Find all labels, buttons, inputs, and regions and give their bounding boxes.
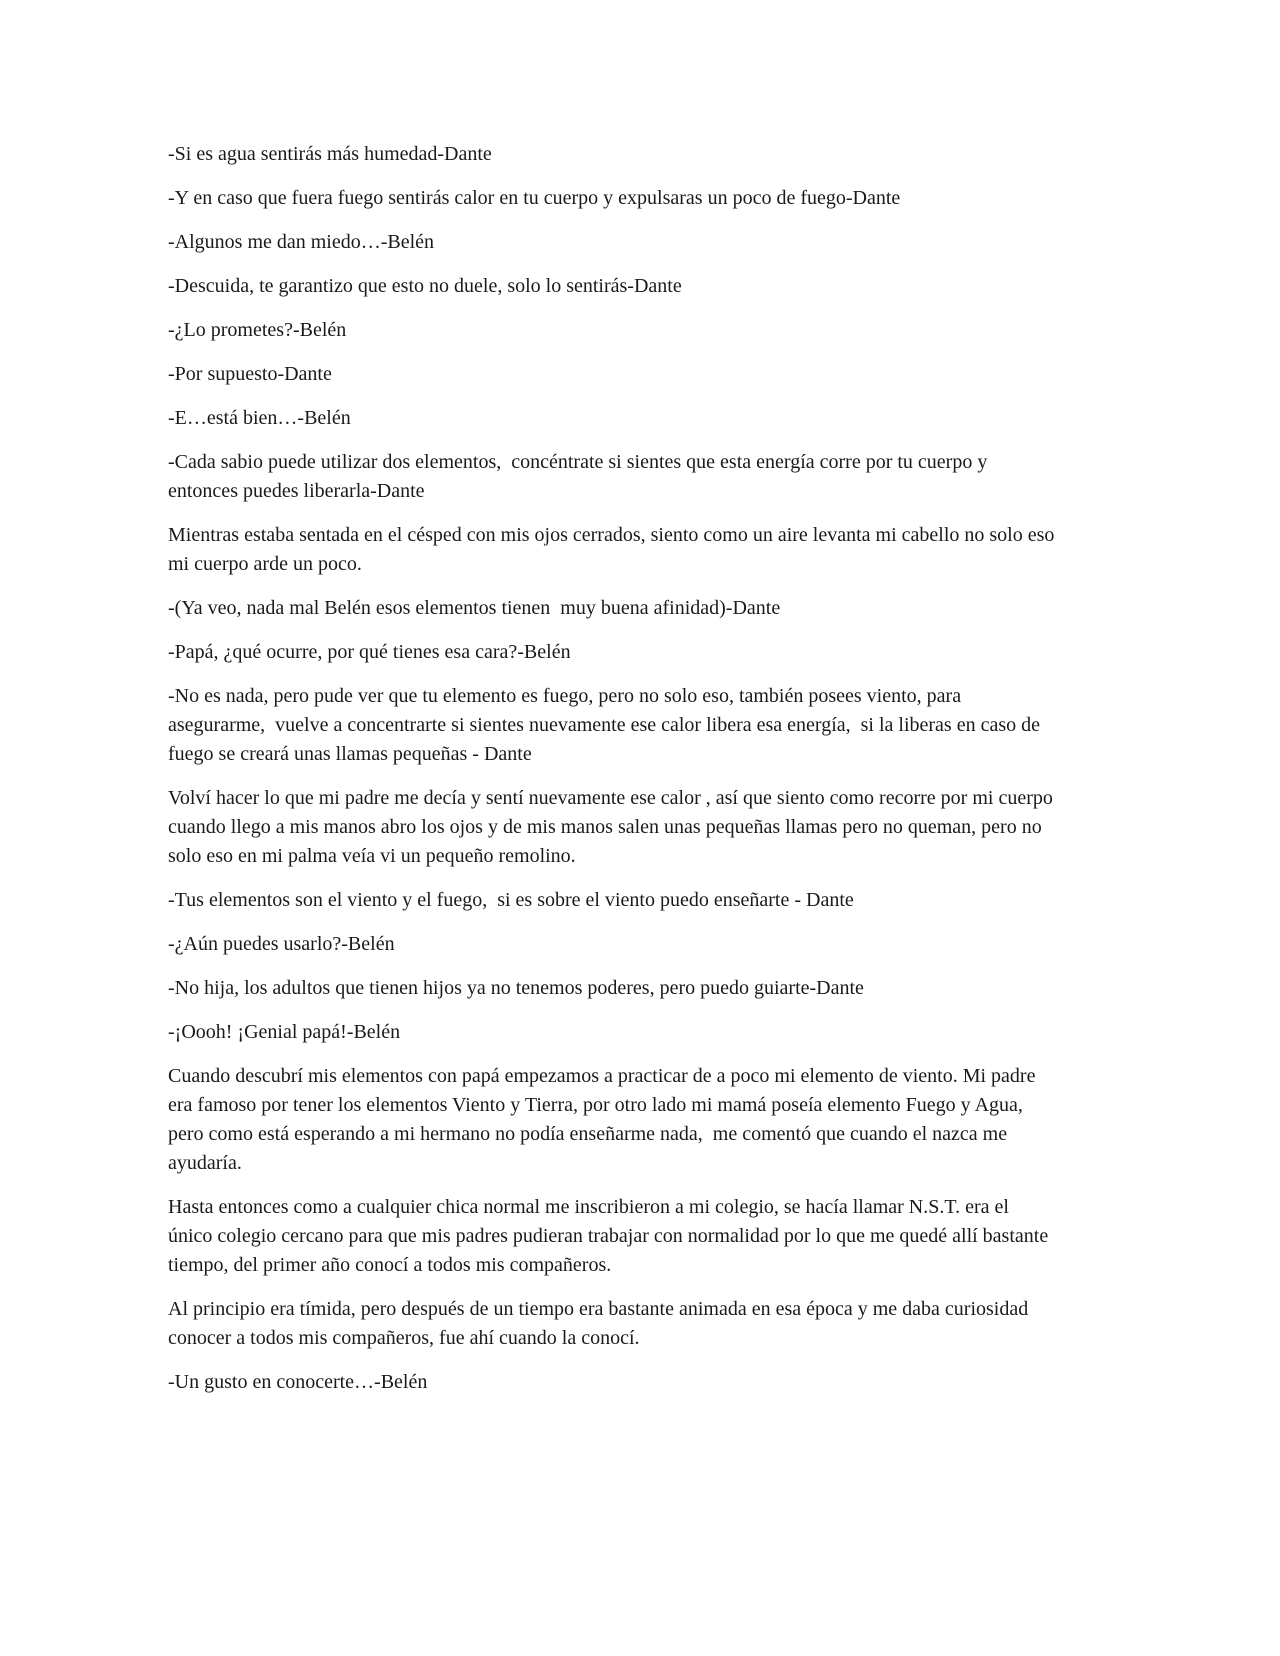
paragraph: -Tus elementos son el viento y el fuego, si es sobre el viento puedo enseñarte - Dante — [168, 889, 854, 911]
paragraph: -Descuida, te garantizo que esto no duele, solo lo sentirás-Dante — [168, 275, 682, 297]
paragraph: -¡Oooh! ¡Genial papá!-Belén — [168, 1021, 401, 1043]
paragraph: -(Ya veo, nada mal Belén esos elementos tienen muy buena afinidad)-Dante — [168, 597, 781, 619]
paragraph: Cuando descubrí mis elementos con papá empezamos a practicar de a poco mi elemento de viento. Mi padre era famoso por tener los elementos Viento y Tierra, por otro lado mi mamá poseía elemento Fuego y Agua, pero como está esperando a mi hermano no podía enseñarme nada, me comentó que cuando el nazca me ayudaría. — [168, 1065, 1041, 1174]
paragraph: Mientras estaba sentada en el césped con mis ojos cerrados, siento como un aire levanta mi cabello no solo eso mi cuerpo arde un poco. — [168, 524, 1060, 575]
paragraph: -¿Lo prometes?-Belén — [168, 319, 347, 341]
paragraph: -Algunos me dan miedo…-Belén — [168, 231, 435, 253]
paragraph: Hasta entonces como a cualquier chica normal me inscribieron a mi colegio, se hacía llamar N.S.T. era el único colegio cercano para que mis padres pudieran trabajar con normalidad por lo que me quedé allí bastante tiempo, del primer año conocí a todos mis compañeros. — [168, 1196, 1054, 1276]
paragraph: Volví hacer lo que mi padre me decía y sentí nuevamente ese calor , así que siento como recorre por mi cuerpo cuando llego a mis manos abro los ojos y de mis manos salen unas pequeñas llamas pero no queman, pero no solo eso en mi palma veía vi un pequeño remolino. — [168, 787, 1058, 867]
paragraph: -Papá, ¿qué ocurre, por qué tienes esa cara?-Belén — [168, 641, 571, 663]
paragraph: -E…está bien…-Belén — [168, 407, 351, 429]
paragraph: -No es nada, pero pude ver que tu elemento es fuego, pero no solo eso, también posees viento, para asegurarme, vuelve a concentrarte si sientes nuevamente ese calor libera esa energía, si la liberas en caso de fuego se creará unas llamas pequeñas - Dante — [168, 685, 1046, 765]
document-body — [168, 140, 1060, 1412]
paragraph: -Cada sabio puede utilizar dos elementos, concéntrate si sientes que esta energía corre por tu cuerpo y entonces puedes liberarla-Dante — [168, 451, 993, 502]
paragraph: -Y en caso que fuera fuego sentirás calor en tu cuerpo y expulsaras un poco de fuego-Dante — [168, 187, 901, 209]
paragraph: Al principio era tímida, pero después de un tiempo era bastante animada en esa época y me daba curiosidad conocer a todos mis compañeros, fue ahí cuando la conocí. — [168, 1298, 1034, 1349]
paragraph: -Por supuesto-Dante — [168, 363, 332, 385]
paragraph: -No hija, los adultos que tienen hijos ya no tenemos poderes, pero puedo guiarte-Dante — [168, 977, 864, 999]
paragraph: -Si es agua sentirás más humedad-Dante — [168, 143, 492, 165]
paragraph: -¿Aún puedes usarlo?-Belén — [168, 933, 395, 955]
paragraph: -Un gusto en conocerte…-Belén — [168, 1371, 428, 1393]
